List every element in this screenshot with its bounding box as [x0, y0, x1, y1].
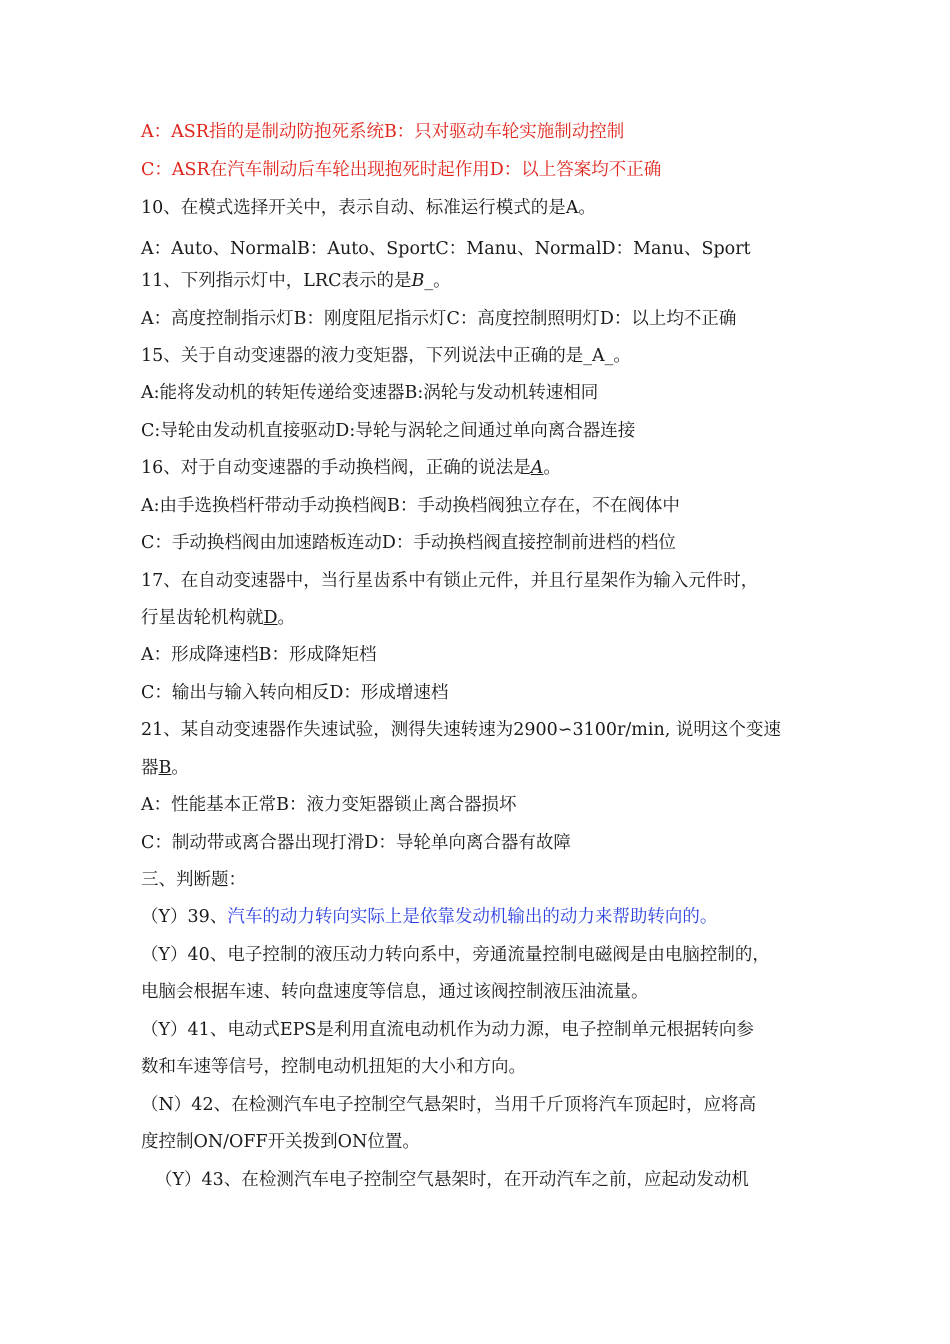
text-segment: （Y）41、电动式EPS是利用直流电动机作为动力源，电子控制单元根据转向参 — [141, 1020, 754, 1040]
text-line — [141, 943, 770, 967]
text-segment: D — [263, 608, 278, 628]
text-line — [141, 756, 189, 780]
text-segment: 数和车速等信号，控制电动机扭矩的大小和方向。 — [141, 1057, 526, 1077]
text-segment: （N）42、在检测汽车电子控制空气悬架时，当用千斤顶将汽车顶起时，应将高 — [141, 1095, 757, 1115]
text-segment: 器 — [141, 758, 159, 778]
text-segment: 电脑会根据车速、转向盘速度等信息，通过该阀控制液压油流量。 — [141, 982, 649, 1002]
text-line — [141, 980, 649, 1004]
text-segment: C：制动带或离合器出现打滑D：导轮单向离合器有故障 — [141, 833, 571, 853]
text-segment: B — [158, 758, 172, 778]
text-line — [141, 456, 561, 480]
text-segment: （Y）43、在检测汽车电子控制空气悬架时，在开动汽车之前，应起动发动机 — [155, 1170, 749, 1190]
text-segment: B_ — [411, 271, 434, 291]
text-segment: C:导轮由发动机直接驱动D:导轮与涡轮之间通过单向离合器连接 — [141, 421, 636, 441]
text-line — [141, 1055, 526, 1079]
text-segment: C：ASR在汽车制动后车轮出现抱死时起作用D：以上答案均不正确 — [141, 160, 662, 180]
text-segment: 10、在模式选择开关中，表示自动、标准运行模式的是A。 — [141, 198, 596, 218]
text-segment: 三、判断题： — [141, 870, 246, 890]
text-segment: 。 — [543, 458, 561, 478]
text-segment: A：性能基本正常B：液力变矩器锁止离合器损坏 — [141, 795, 517, 815]
text-line — [141, 1093, 756, 1117]
text-line — [141, 569, 758, 593]
text-line — [141, 307, 736, 331]
text-line — [141, 120, 624, 144]
text-line — [141, 831, 571, 855]
text-line — [141, 237, 751, 261]
text-line — [141, 381, 598, 405]
text-line — [141, 1130, 420, 1154]
text-segment: 17、在自动变速器中，当行星齿系中有锁止元件，并且行星架作为输入元件时， — [141, 571, 759, 591]
text-segment: A:能将发动机的转矩传递给变速器B:涡轮与发动机转速相同 — [141, 383, 599, 403]
text-segment: 行星齿轮机构就 — [141, 608, 264, 628]
text-segment: A：Auto、NormalB：Auto、SportC：Manu、NormalD：Manu、Sport — [141, 239, 751, 259]
text-line — [141, 531, 676, 555]
text-line — [141, 793, 517, 817]
text-line — [155, 1168, 749, 1192]
text-segment: 汽车的动力转向实际上是依靠发动机输出的动力来帮助转向的。 — [227, 907, 718, 927]
text-segment: A — [530, 458, 544, 478]
text-line — [141, 905, 717, 929]
text-segment: 。 — [277, 608, 296, 628]
text-segment: 15、关于自动变速器的液力变矩器，下列说法中正确的是_A_。 — [141, 346, 631, 366]
text-line — [141, 419, 635, 443]
text-segment: （Y）40、电子控制的液压动力转向系中，旁通流量控制电磁阀是由电脑控制的， — [141, 945, 770, 965]
text-segment: A：形成降速档B：形成降矩档 — [141, 645, 377, 665]
text-segment: （Y）39、 — [141, 907, 228, 927]
text-segment: 21、某自动变速器作失速试验，测得失速转速为2900∽3100r/min, 说明这个变速 — [141, 720, 781, 740]
text-line — [141, 606, 295, 630]
text-line — [141, 269, 451, 293]
text-line — [141, 681, 448, 705]
text-line — [141, 344, 631, 368]
text-line — [141, 1018, 754, 1042]
text-segment: A：ASR指的是制动防抱死系统B：只对驱动车轮实施制动控制 — [141, 122, 625, 142]
text-segment: 。 — [171, 758, 189, 778]
text-segment: A:由手选换档杆带动手动换档阀B：手动换档阀独立存在，不在阀体中 — [141, 496, 680, 516]
text-segment: 11、下列指示灯中，LRC表示的是 — [141, 271, 412, 291]
text-line — [141, 718, 781, 742]
text-segment: C：输出与输入转向相反D：形成增速档 — [141, 683, 449, 703]
text-line — [141, 494, 680, 518]
text-line — [141, 158, 661, 182]
text-segment: C：手动换档阀由加速踏板连动D：手动换档阀直接控制前进档的档位 — [141, 533, 676, 553]
text-line — [141, 643, 377, 667]
text-segment: 。 — [433, 271, 451, 291]
text-line — [141, 868, 246, 892]
text-segment: 度控制ON/OFF开关拨到ON位置。 — [141, 1132, 420, 1152]
text-segment: A：高度控制指示灯B：刚度阻尼指示灯C：高度控制照明灯D：以上均不正确 — [141, 309, 737, 329]
text-line — [141, 196, 596, 220]
text-segment: 16、对于自动变速器的手动换档阀，正确的说法是 — [141, 458, 531, 478]
